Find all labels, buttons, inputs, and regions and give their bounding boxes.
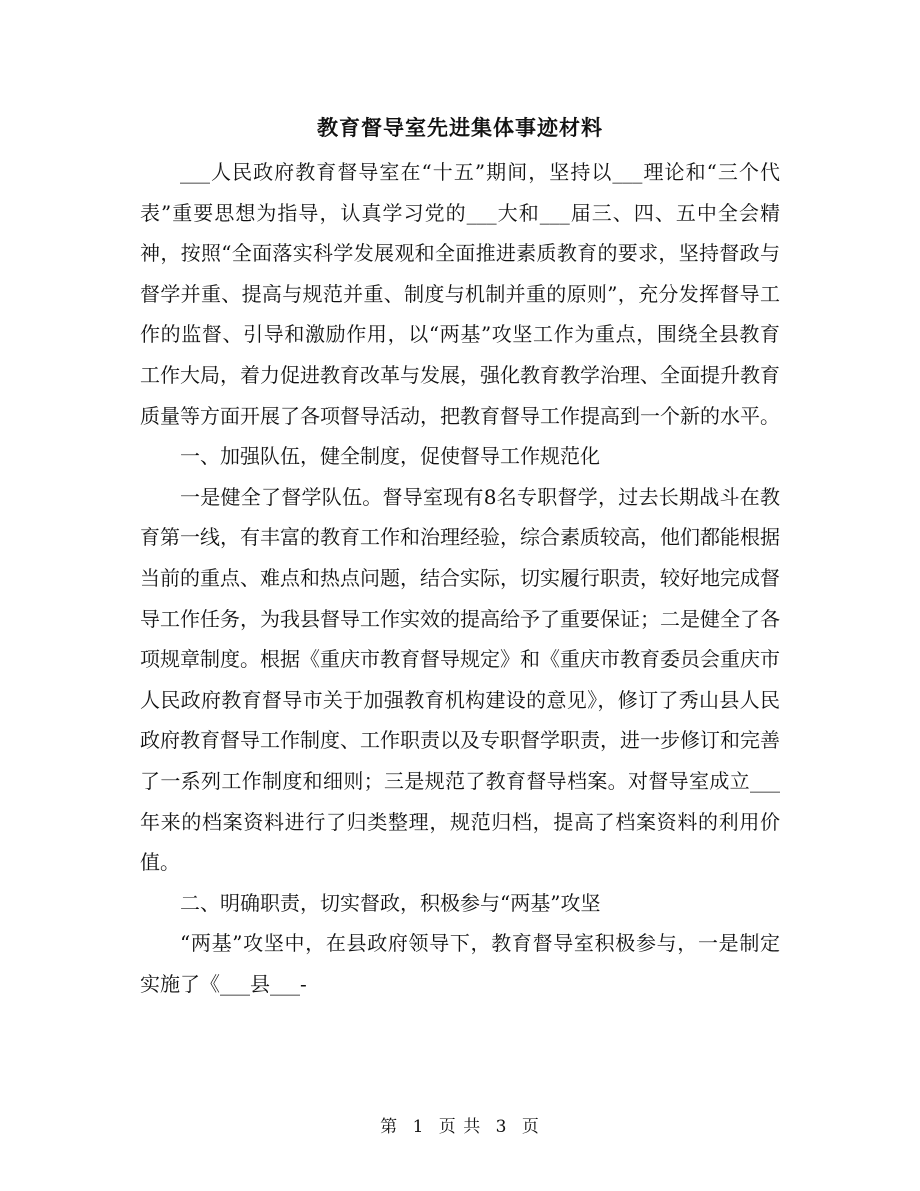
footer-middle: 页 共: [438, 1117, 482, 1137]
document-body: [140, 152, 780, 1004]
footer-suffix: 页: [521, 1117, 540, 1137]
section-heading-2: 二、明确职责，切实督政，积极参与“两基”攻坚: [180, 890, 601, 915]
total-page-count: 3: [495, 1117, 508, 1137]
page-footer: [0, 1112, 920, 1137]
intro-paragraph: ___人民政府教育督导室在“十五”期间，坚持以___理论和“三个代表”重要思想为指导，认真学习党的___大和___届三、四、五中全会精神，按照“全面落实科学发展观和全面推进素质教育的要求，坚持督政与督学并重、提高与规范并重、制度与机制并重的原则”，充分发挥督导工作的监督、引导和激励作用，以“两基”攻坚工作为重点，围绕全县教育工作大局，着力促进教育改革与发展，强化教育教学治理、全面提升教育质量等方面开展了各项督导活动，把教育督导工作提高到一个新的水平。: [140, 160, 780, 428]
current-page-number: 1: [412, 1117, 425, 1137]
footer-prefix: 第: [380, 1117, 399, 1137]
section-2-paragraph: “两基”攻坚中，在县政府领导下，教育督导室积极参与，一是制定实施了《___县___-: [140, 931, 780, 996]
section-1-paragraph: 一是健全了督学队伍。督导室现有8名专职督学，过去长期战斗在教育第一线，有丰富的教育工作和治理经验，综合素质较高，他们都能根据当前的重点、难点和热点问题，结合实际，切实履行职责，较好地完成督导工作任务，为我县督导工作实效的提高给予了重要保证；二是健全了各项规章制度。根据《重庆市教育督导规定》和《重庆市教育委员会重庆市人民政府教育督导市关于加强教育机构建设的意见》，修订了秀山县人民政府教育督导工作制度、工作职责以及专职督学职责，进一步修订和完善了一系列工作制度和细则；三是规范了教育督导档案。对督导室成立___年来的档案资料进行了归类整理，规范归档，提高了档案资料的利用价值。: [140, 484, 780, 875]
section-heading-1: 一、加强队伍，健全制度，促使督导工作规范化: [180, 444, 600, 469]
document-title: 教育督导室先进集体事迹材料: [317, 115, 603, 140]
